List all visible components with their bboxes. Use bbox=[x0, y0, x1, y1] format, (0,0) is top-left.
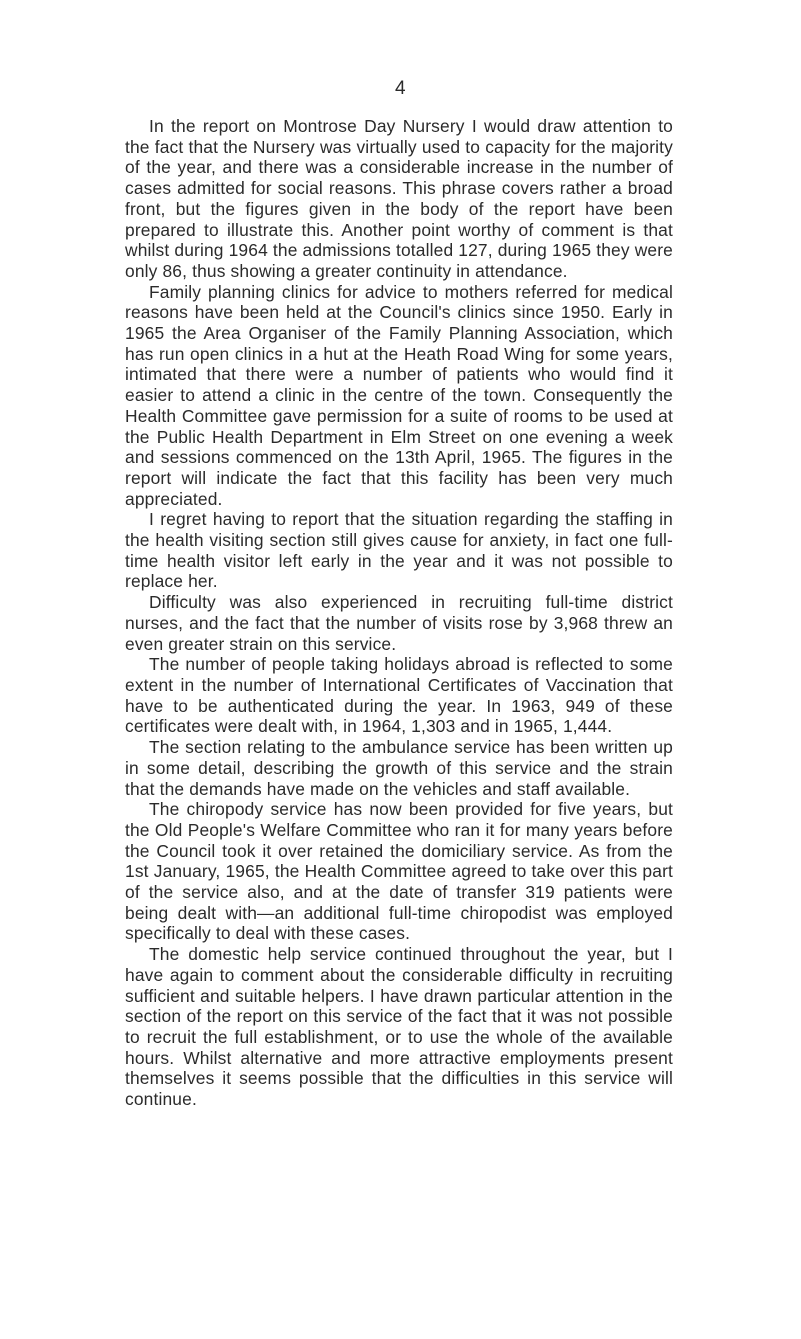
paragraph-day-nursery: In the report on Montrose Day Nursery I would draw attention to the fact that the Nursery was virtually used to capacity for the majority of the year, and there was a considerable increase in the number of cases admitted for social reasons. This phrase covers rather a broad front, but the figures given in the body of the report have been prepared to illustrate this. Another point worthy of comment is that whilst during 1964 the admissions totalled 127, during 1965 they were only 86, thus showing a greater continuity in attendance. bbox=[125, 116, 673, 281]
report-body bbox=[125, 116, 673, 1110]
paragraph-chiropody-service: The chiropody service has now been provided for five years, but the Old People's Welfare Committee who ran it for many years before the Council took it over retained the domiciliary service. As from the 1st January, 1965, the Health Committee agreed to take over this part of the service also, and at the date of transfer 319 patients were being dealt with—an additional full-time chiropodist was employed specifically to deal with these cases. bbox=[125, 799, 673, 944]
paragraph-domestic-help: The domestic help service continued throughout the year, but I have again to comment about the considerable difficulty in recruiting sufficient and suitable helpers. I have drawn particular attention in the section of the report on this service of the fact that it was not possible to recruit the full establishment, or to use the whole of the available hours. Whilst alternative and more attractive employments present themselves it seems possible that the difficulties in this service will continue. bbox=[125, 944, 673, 1110]
paragraph-family-planning: Family planning clinics for advice to mothers referred for medical reasons have been held at the Council's clinics since 1950. Early in 1965 the Area Organiser of the Family Planning Association, which has run open clinics in a hut at the Heath Road Wing for some years, intimated that there were a number of patients who would find it easier to attend a clinic in the centre of the town. Consequently the Health Committee gave permission for a suite of rooms to be used at the Public Health Department in Elm Street on one evening a week and sessions commenced on the 13th April, 1965. The figures in the report will indicate the fact that this facility has been very much appreciated. bbox=[125, 281, 673, 509]
paragraph-district-nurses: Difficulty was also experienced in recruiting full-time district nurses, and the fact that the number of visits rose by 3,968 threw an even greater strain on this service. bbox=[125, 592, 673, 654]
paragraph-ambulance-service: The section relating to the ambulance service has been written up in some detail, describing the growth of this service and the strain that the demands have made on the vehicles and staff available. bbox=[125, 737, 673, 799]
page-number: 4 bbox=[394, 78, 407, 99]
paragraph-vaccination-certificates: The number of people taking holidays abroad is reflected to some extent in the number of International Certificates of Vaccination that have to be authenticated during the year. In 1963, 949 of these certificates were dealt with, in 1964, 1,303 and in 1965, 1,444. bbox=[125, 654, 673, 737]
paragraph-health-visiting: I regret having to report that the situation regarding the staffing in the health visiting section still gives cause for anxiety, in fact one full-time health visitor left early in the year and it was not possible to replace her. bbox=[125, 509, 673, 592]
